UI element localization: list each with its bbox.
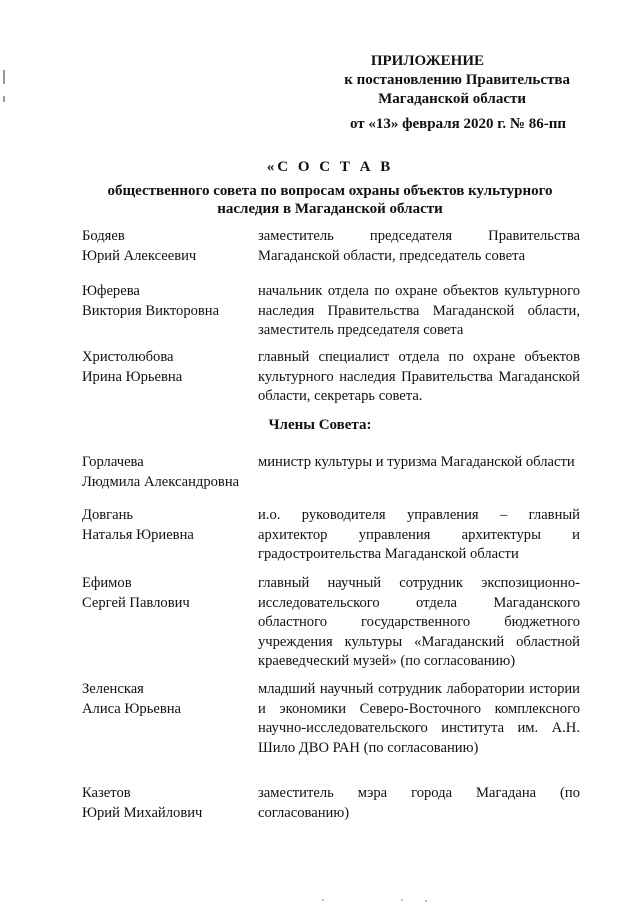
scan-speck bbox=[322, 899, 324, 901]
member-given-name: Людмила Александровна bbox=[82, 473, 240, 490]
appendix-line-2: Магаданской области bbox=[378, 91, 526, 107]
sostav-heading: «С О С Т А В bbox=[266, 159, 394, 175]
appendix-line-1: к постановлению Правительства bbox=[344, 72, 570, 88]
member-role: заместитель мэра города Магадана (по согласованию) bbox=[258, 785, 580, 821]
member-surname: Юферева bbox=[82, 283, 140, 299]
member-role: главный научный сотрудник экспозиционно-исследовательского отдела Магаданского областного государственного бюджетного учреждения культуры «Магаданский областной краеведческий музей» (по согласованию) bbox=[258, 575, 580, 669]
member-name bbox=[82, 348, 257, 387]
member-name bbox=[82, 282, 257, 321]
member-name bbox=[82, 680, 257, 719]
title-subtitle-line-2: наследия в Магаданской области bbox=[217, 201, 443, 217]
member-role: министр культуры и туризма Магаданской области bbox=[258, 454, 575, 470]
member-surname: Ефимов bbox=[82, 575, 132, 591]
member-role: заместитель председателя Правительства Магаданской области, председатель совета bbox=[258, 228, 580, 264]
scan-speck bbox=[401, 899, 403, 901]
member-surname: Казетов bbox=[82, 785, 131, 801]
appendix-header bbox=[300, 52, 570, 134]
member-role: главный специалист отдела по охране объектов культурного наследия Правительства Магаданской области, секретарь совета. bbox=[258, 349, 580, 404]
member-given-name: Виктория Викторовна bbox=[82, 302, 220, 319]
document-title bbox=[60, 158, 600, 218]
member-given-name: Сергей Павлович bbox=[82, 594, 190, 611]
member-role: начальник отдела по охране объектов культурного наследия Правительства Магаданской области, заместитель председателя совета bbox=[258, 283, 580, 338]
member-given-name: Наталья Юриевна bbox=[82, 526, 194, 543]
member-surname: Христолюбова bbox=[82, 349, 174, 365]
member-name bbox=[82, 227, 257, 266]
member-given-name: Юрий Михайлович bbox=[82, 804, 203, 821]
member-role: младший научный сотрудник лаборатории истории и экономики Северо-Восточного комплексного научно-исследовательского института им. А.Н. Шило ДВО РАН (по согласованию) bbox=[258, 681, 580, 756]
scan-speck bbox=[425, 900, 427, 902]
member-given-name: Ирина Юрьевна bbox=[82, 368, 183, 385]
member-role: и.о. руководителя управления – главный архитектор управления архитектуры и градостроительства Магаданской области bbox=[258, 507, 580, 562]
member-surname: Горлачева bbox=[82, 454, 144, 470]
member-given-name: Юрий Алексеевич bbox=[82, 247, 197, 264]
member-surname: Довгань bbox=[82, 507, 134, 523]
appendix-title: ПРИЛОЖЕНИЕ bbox=[370, 53, 484, 69]
member-name bbox=[82, 506, 257, 545]
member-name bbox=[82, 453, 257, 492]
member-surname: Бодяев bbox=[82, 228, 125, 244]
scan-margin-mark bbox=[3, 96, 5, 102]
member-surname: Зеленская bbox=[82, 681, 144, 697]
member-name bbox=[82, 574, 257, 613]
appendix-date-number: от «13» февраля 2020 г. № 86-пп bbox=[349, 116, 566, 132]
scan-margin-mark bbox=[3, 70, 5, 84]
title-subtitle-line-1: общественного совета по вопросам охраны объектов культурного bbox=[107, 183, 553, 199]
member-given-name: Алиса Юрьевна bbox=[82, 700, 182, 717]
members-heading: Члены Совета: bbox=[268, 417, 372, 433]
member-name bbox=[82, 784, 257, 823]
